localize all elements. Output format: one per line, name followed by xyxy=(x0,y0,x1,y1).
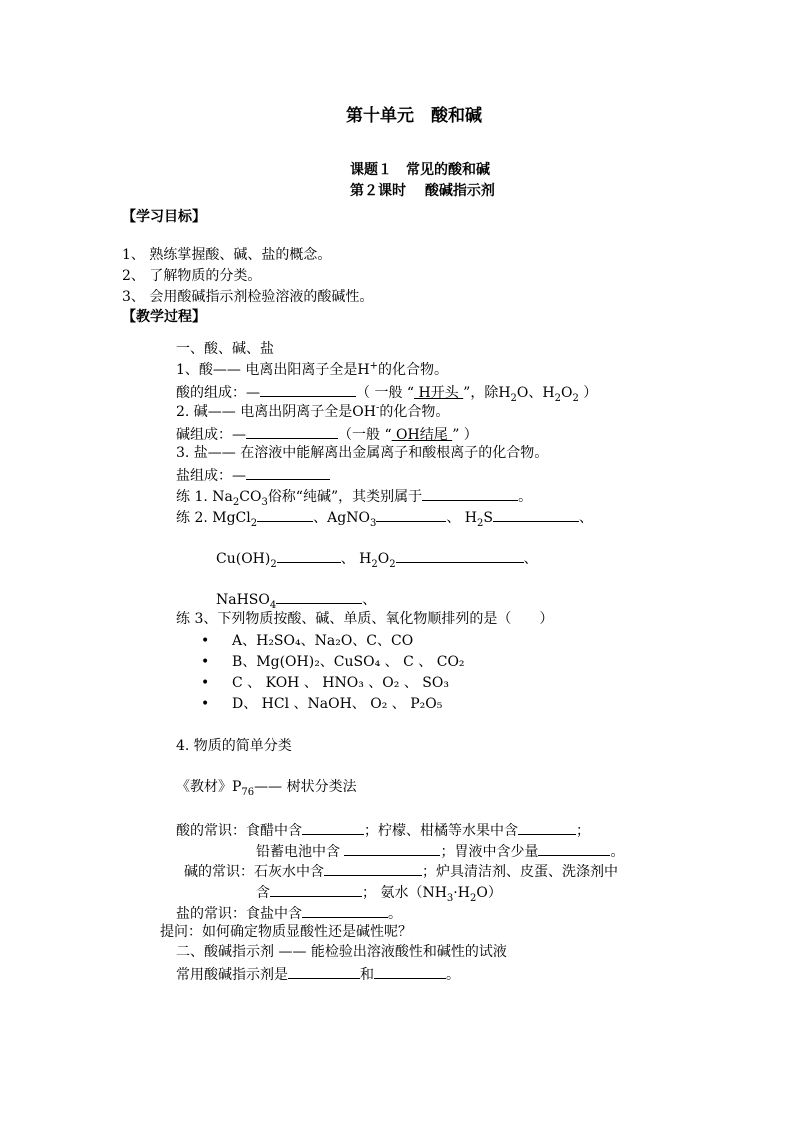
exercise-2-line1: 练 2. MgCl$_2$ 、AgNO$_3$ 、 $H_2S$ 、 xyxy=(176,507,593,527)
exercise-3-question: 练 3、下列物质按酸、碱、单质、氧化物顺排列的是（ ） xyxy=(176,611,554,627)
text: O） xyxy=(476,885,502,901)
text: S xyxy=(483,510,493,526)
text: 和 xyxy=(360,967,374,983)
text: 、 xyxy=(523,551,538,567)
text: ； xyxy=(576,823,590,839)
text: 酸的组成：— xyxy=(176,385,260,401)
goal-item: 3、 会用酸碱指示剂检验溶液的酸碱性。 xyxy=(122,289,374,305)
option-b[interactable]: B、Mg(OH)₂、CuSO₄ 、 C 、 CO₂ xyxy=(232,654,465,670)
text: MgCl xyxy=(207,510,251,526)
answer-blank[interactable] xyxy=(288,964,360,979)
text: 碱组成：— xyxy=(176,427,246,443)
text: 、 xyxy=(362,592,377,608)
text: 76 xyxy=(241,786,255,798)
acid-composition: 酸的组成：— （ 一般 “ H开头 ”，除$H_2O$、$H_2O_2$ ） xyxy=(176,382,597,402)
base-composition xyxy=(176,424,478,444)
text: 、 H xyxy=(446,510,477,526)
answer-blank[interactable] xyxy=(276,589,362,604)
answer-blank[interactable] xyxy=(302,820,364,835)
text: 碱的常识：石灰水中含 xyxy=(184,864,324,880)
answer-blank[interactable] xyxy=(302,903,388,918)
answer-blank[interactable] xyxy=(246,465,330,480)
indicator-line xyxy=(176,964,460,984)
text: OH结尾 xyxy=(391,427,453,443)
answer-blank[interactable] xyxy=(493,507,579,522)
text: （ 一般 “ xyxy=(356,385,415,401)
answer-blank[interactable] xyxy=(277,548,341,563)
salt-common-knowledge xyxy=(176,903,402,923)
text: O、H xyxy=(516,385,555,401)
base-common-knowledge-cont: 含 ； 氨水$(NH_3\cdot H_2O)$ xyxy=(256,882,502,902)
text: 2. 碱—— 电离出阴离子全是OH xyxy=(176,404,376,420)
exercise-2-line3: NaHSO$_4$ 、 xyxy=(216,589,376,609)
salt-composition xyxy=(176,465,330,485)
text: 。 xyxy=(446,967,460,983)
text: 盐的常识：食盐中含 xyxy=(176,906,302,922)
base-definition xyxy=(176,403,449,421)
answer-blank[interactable] xyxy=(270,882,362,897)
text: ；胃液中含少量 xyxy=(440,844,539,860)
acid-definition xyxy=(176,361,448,379)
text: 练 1. Na xyxy=(176,489,233,505)
salt-definition: 3. 盐—— 在溶液中能解离出金属离子和酸根离子的化合物。 xyxy=(176,445,549,461)
text: 的化合物。 xyxy=(377,362,448,378)
answer-blank[interactable] xyxy=(260,382,356,397)
text: 。 xyxy=(388,906,402,922)
text: H开头 xyxy=(414,385,464,401)
process-heading: 【教学过程】 xyxy=(122,309,206,325)
section-heading: 一、酸、碱、盐 xyxy=(176,341,274,357)
text: ；炉具清洁剂、皮蛋、洗涤剂中 xyxy=(422,864,618,880)
text: 俗称“纯碱”，其类别属于 xyxy=(267,489,423,505)
option-bullet: • xyxy=(201,633,210,649)
period-title: 第２课时 酸碱指示剂 xyxy=(350,183,495,199)
text: ·H xyxy=(453,885,470,901)
text: 的化合物。 xyxy=(379,404,450,420)
textbook-reference xyxy=(176,778,357,796)
section-heading: 二、酸碱指示剂 —— 能检验出溶液酸性和碱性的试液 xyxy=(176,944,507,960)
answer-blank[interactable] xyxy=(324,861,422,876)
text: ） xyxy=(578,385,598,401)
text: 、 H xyxy=(340,551,372,567)
text: 练 2. xyxy=(176,510,208,526)
text: 《教材》P xyxy=(176,779,242,795)
text: 、AgNO xyxy=(313,510,370,526)
acid-common-knowledge xyxy=(176,820,590,840)
option-c[interactable]: C 、 KOH 、 HNO₃ 、O₂ 、 SO₃ xyxy=(232,675,449,691)
answer-blank[interactable] xyxy=(376,507,446,522)
question-text: 提问：如何确定物质显酸性还是碱性呢？ xyxy=(160,924,412,940)
answer-blank[interactable] xyxy=(538,841,610,856)
text: O xyxy=(377,551,390,567)
answer-blank[interactable] xyxy=(518,820,576,835)
text: NaHSO xyxy=(216,592,270,608)
battery-knowledge xyxy=(256,841,624,861)
answer-blank[interactable] xyxy=(257,507,313,522)
text: 。 xyxy=(518,489,533,505)
answer-blank[interactable] xyxy=(344,841,440,856)
exercise-1: 练 1. $Na_2CO_3$俗称“纯碱”，其类别属于 。 xyxy=(176,486,532,506)
text: 酸的常识：食醋中含 xyxy=(176,823,302,839)
text: 常用酸碱指示剂是 xyxy=(176,967,288,983)
text: 铅蓄电池中含 xyxy=(256,844,345,860)
text: —— 树状分类法 xyxy=(254,779,357,795)
option-d[interactable]: D、 HCl 、NaOH、 O₂ 、 P₂O₅ xyxy=(232,696,443,712)
text: 。 xyxy=(610,844,625,860)
answer-blank[interactable] xyxy=(396,548,524,563)
text: ； 氨水（NH xyxy=(362,885,447,901)
option-bullet: • xyxy=(201,654,210,670)
option-bullet: • xyxy=(201,675,210,691)
unit-title: 第十单元 酸和碱 xyxy=(346,106,482,126)
text: + xyxy=(369,360,378,372)
answer-blank[interactable] xyxy=(422,486,518,501)
option-a[interactable]: A、H₂SO₄、Na₂O、C、CO xyxy=(232,633,414,649)
text: 盐组成：— xyxy=(176,468,246,484)
text: Cu(OH) xyxy=(216,551,271,567)
text: 含 xyxy=(256,885,270,901)
lesson-title: 课题１ 常见的酸和碱 xyxy=(350,162,490,178)
option-bullet: • xyxy=(201,696,210,712)
goal-item: 2、 了解物质的分类。 xyxy=(122,268,262,284)
text: ” ） xyxy=(452,427,478,443)
section-heading: 4. 物质的简单分类 xyxy=(176,738,292,754)
exercise-2-line2: $Cu(OH)_2$ 、 $H_2O_2$ 、 xyxy=(216,548,538,568)
base-common-knowledge xyxy=(184,861,618,881)
text: CO xyxy=(239,489,262,505)
goal-item: 1、 熟练掌握酸、碱、盐的概念。 xyxy=(122,247,332,263)
text: 1、酸—— 电离出阳离子全是H xyxy=(176,362,370,378)
text: 、 xyxy=(578,510,593,526)
goals-heading: 【学习目标】 xyxy=(122,209,206,225)
text: （一般 “ xyxy=(338,427,392,443)
text: ”，除H xyxy=(463,385,511,401)
answer-blank[interactable] xyxy=(374,964,446,979)
text: ；柠檬、柑橘等水果中含 xyxy=(364,823,518,839)
text: O xyxy=(560,385,573,401)
answer-blank[interactable] xyxy=(246,424,338,439)
text: - xyxy=(375,402,380,414)
